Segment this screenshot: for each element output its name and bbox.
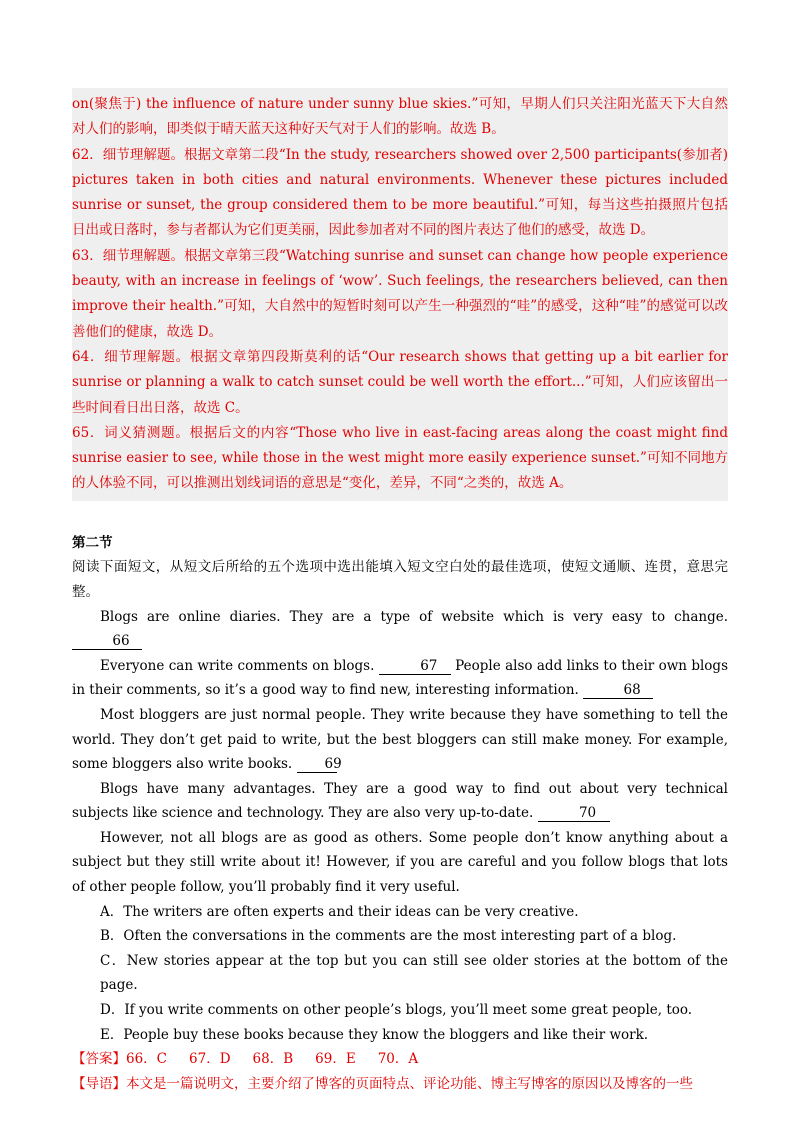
blank-67: 67 (379, 658, 451, 675)
explanation-q65: 65．词义猜测题。根据后文的内容“Those who live in east-facing areas along the coast might find sunrise easier to see, while those in the west might more easily experience sunset.”可知不同地方的人体验不同，可以推测出划线词语的意思是“变化，差异，不同“之类的，故选 A。 (72, 424, 728, 492)
passage-para-4: Blogs have many advantages. They are a good way to find out about very technical subjects like science and technology. They are also very up-to-date. 70 (72, 780, 728, 822)
option-a: A．The writers are often experts and their ideas can be very creative. (100, 903, 579, 920)
blank-66: 66 (72, 633, 142, 650)
explanation-q64: 64．细节理解题。根据文章第四段斯莫利的话“Our research shows that getting up a bit earlier for sunrise or planning a walk to catch sunset could be well worth the effort...”可知，人们应该留出一些时间看日出日落，故选 C。 (72, 348, 728, 416)
answer-line (72, 1047, 728, 1072)
blank-69: 69 (297, 756, 337, 773)
passage-para-2: Everyone can write comments on blogs. 67 People also add links to their own blogs in their comments, so it’s a good way to find new, interesting information. 68 (72, 657, 729, 699)
page-content (72, 88, 728, 1096)
answer-67: 67．D (189, 1051, 231, 1068)
explanation-p1: on(聚焦于) the influence of nature under sunny blue skies.”可知，早期人们只关注阳光蓝天下大自然对人们的影响，即类似于晴天蓝天这种好天气对于人们的影响。故选 B。 (72, 96, 728, 138)
answer-70: 70．A (377, 1051, 419, 1068)
guide-line (72, 1072, 728, 1097)
guide-tag: 【导语】 (72, 1075, 126, 1092)
section-two (72, 531, 728, 1097)
blank-70: 70 (538, 805, 610, 822)
option-e: E．People buy these books because they know the bloggers and like their work. (100, 1026, 649, 1043)
option-b: B．Often the conversations in the comments are the most interesting part of a blog. (100, 928, 677, 945)
option-d: D．If you write comments on other people’s blogs, you’ll meet some great people, too. (100, 1002, 693, 1019)
section-instruction: 阅读下面短文，从短文后所给的五个选项中选出能填入短文空白处的最佳选项，使短文通顺、连贯，意思完整。 (72, 559, 728, 600)
passage-para-1: Blogs are online diaries. They are a type of website which is very easy to change. 66 (72, 605, 728, 654)
option-c: C．New stories appear at the top but you can still see older stories at the bottom of the page. (100, 952, 728, 994)
explanation-q63: 63．细节理解题。根据文章第三段“Watching sunrise and sunset can change how people experience beauty, with an increase in feelings of ‘wow’. Such feelings, the researchers believed, can then improve their health.”可知，大自然中的短暂时刻可以产生一种强烈的“哇”的感受，这种“哇”的感觉可以改善他们的健康，故选 D。 (72, 247, 728, 340)
answer-66: 66．C (126, 1051, 168, 1068)
passage-para-5: However, not all blogs are as good as others. Some people don’t know anything about a subject but they still write about it! However, if you are careful and you follow blogs that lots of other people follow, you’ll probably find it very useful. (72, 829, 728, 896)
section-heading: 第二节 (72, 534, 113, 551)
guide-text: 本文是一篇说明文，主要介绍了博客的页面特点、评论功能、博主写博客的原因以及博客的一些 (126, 1075, 693, 1092)
explanation-block (72, 88, 728, 501)
answer-68: 68．B (252, 1051, 294, 1068)
answer-69: 69．E (315, 1051, 356, 1068)
answer-tag: 【答案】 (72, 1051, 126, 1068)
blank-68: 68 (583, 682, 653, 699)
explanation-q62: 62．细节理解题。根据文章第二段“In the study, researchers showed over 2,500 participants(参加者) pictures taken in both cities and natural environments. Whenever these pictures included sunrise or sunset, the group considered them to be more beautiful.”可知，每当这些拍摄照片包括日出或日落时，参与者都认为它们更美丽，因此参加者对不同的图片表达了他们的感受，故选 D。 (72, 146, 728, 239)
passage-para-3: Most bloggers are just normal people. They write because they have something to tell the world. They don’t get paid to write, but the best bloggers can still make money. For example, some bloggers also write books. 69 (72, 706, 728, 773)
